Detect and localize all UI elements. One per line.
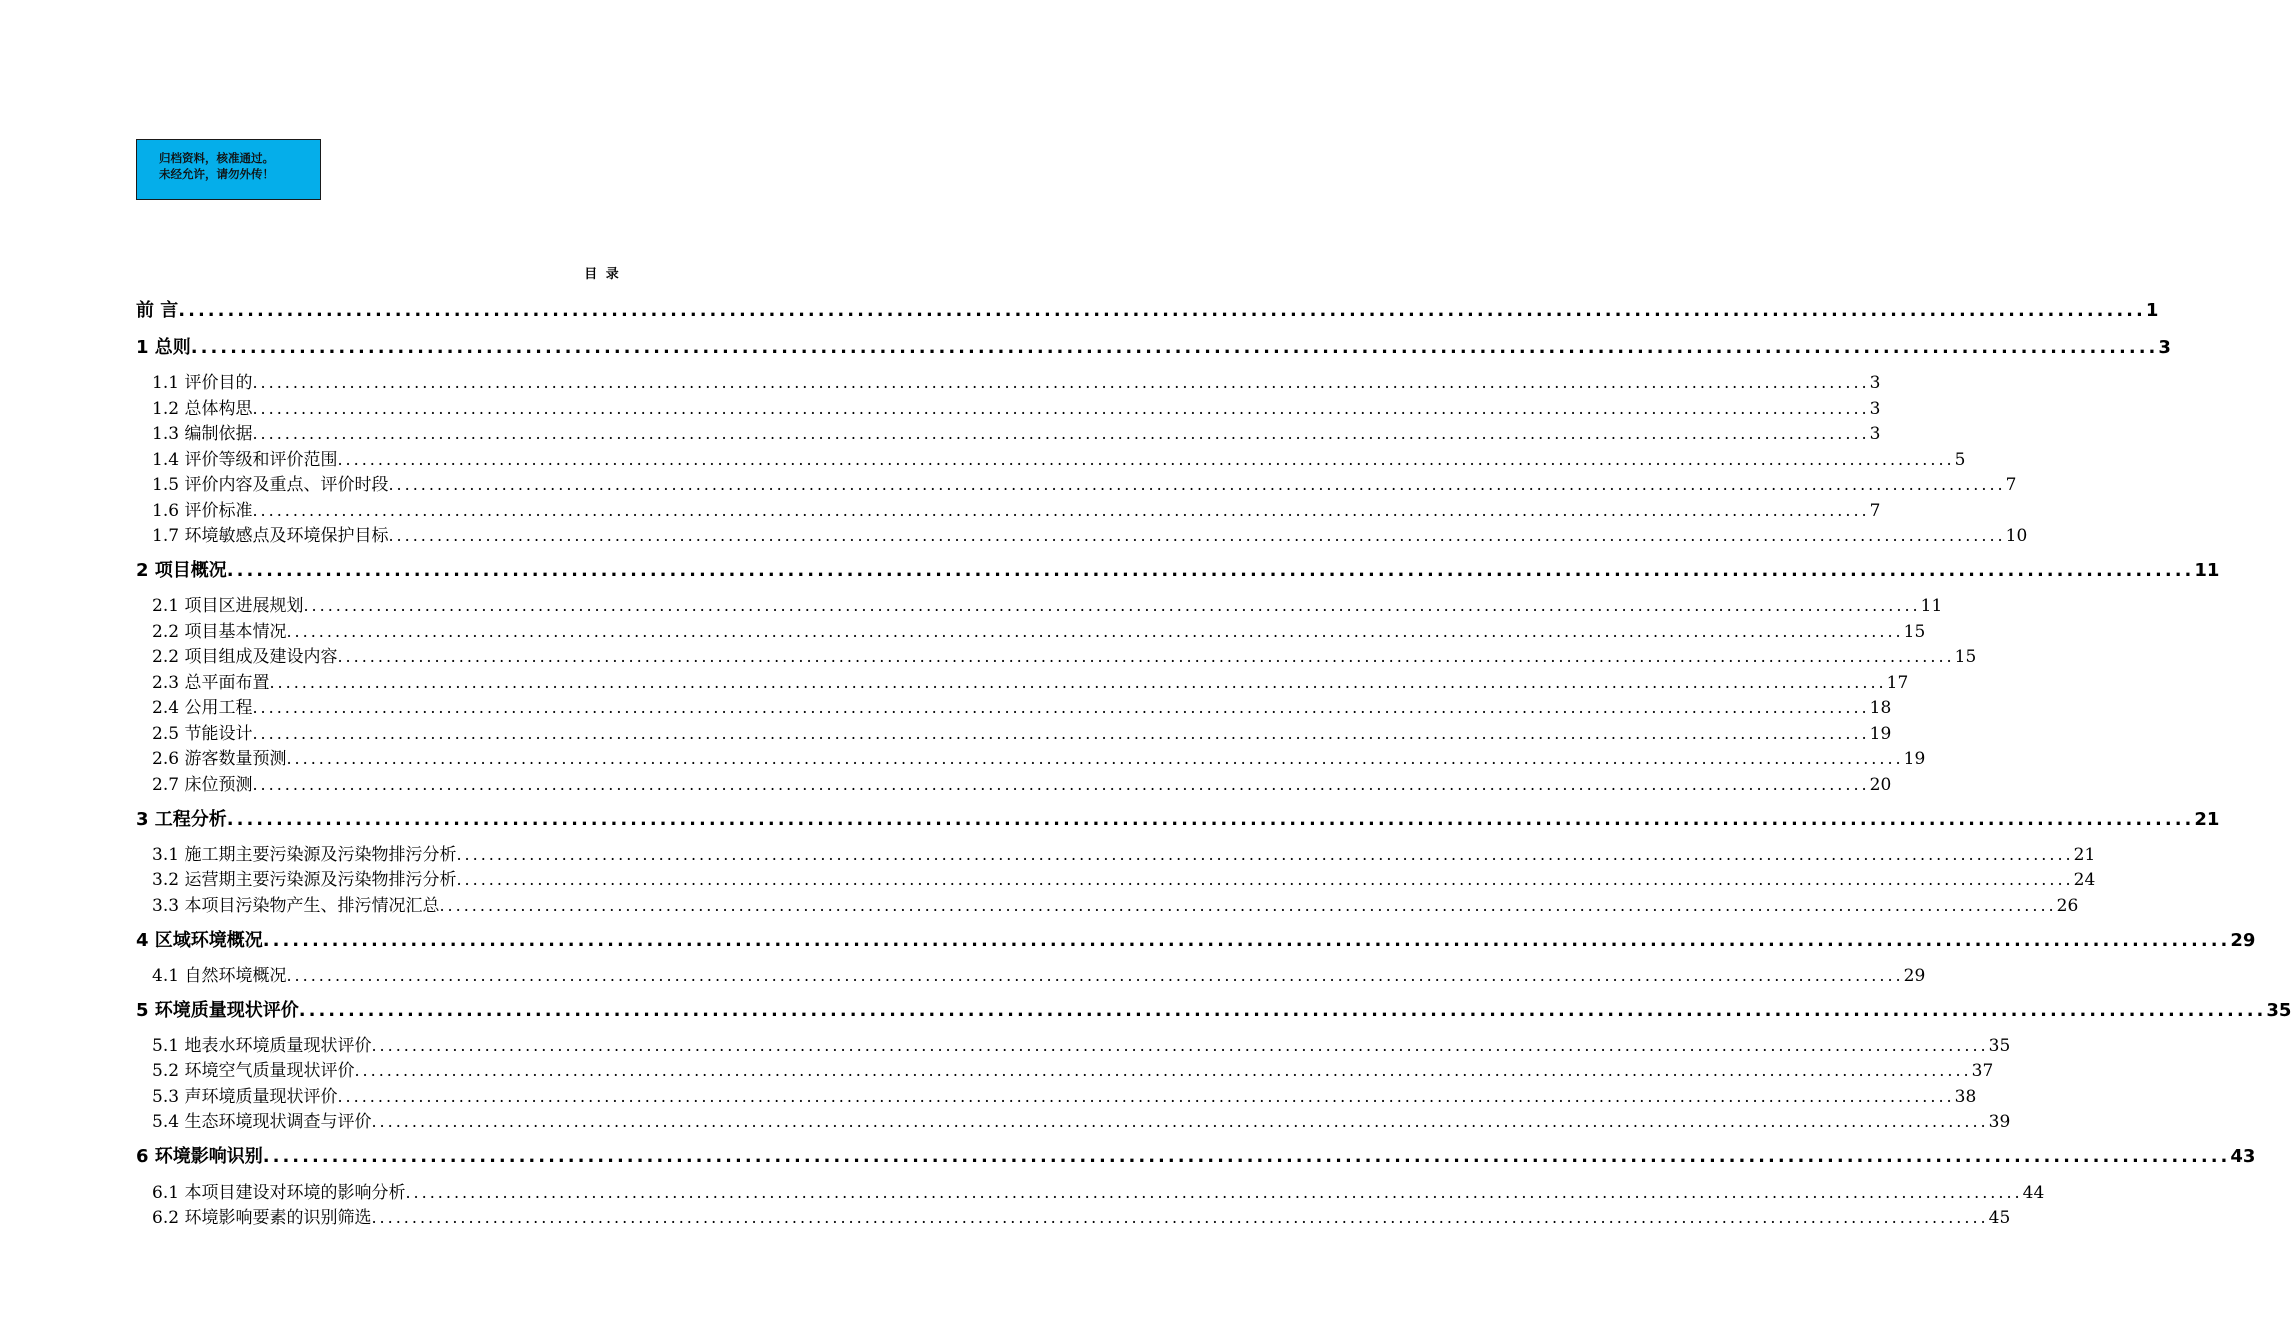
- toc-entry-label: 2.1 项目区进展规划: [152, 596, 304, 616]
- toc-dot-leader: ........................................................................................................................................................................................................: [405, 1183, 2023, 1202]
- toc-dot-leader: ........................................................................................................................................................................................................: [190, 337, 2159, 358]
- toc-entry-label: 1.6 评价标准: [152, 501, 253, 521]
- toc-chapter-entry[interactable]: [136, 805, 2220, 831]
- toc-section-entry[interactable]: [136, 1203, 2011, 1228]
- toc-dot-leader: ........................................................................................................................................................................................................: [262, 930, 2231, 951]
- toc-dot-leader: ........................................................................................................................................................................................................: [252, 399, 1870, 418]
- toc-dot-leader: ........................................................................................................................................................................................................: [337, 1087, 1955, 1106]
- toc-entry-label: 5 环境质量现状评价: [136, 1000, 299, 1021]
- toc-page-number: 43: [2230, 1146, 2256, 1167]
- toc-page-number: 5: [1954, 450, 1966, 470]
- toc-entry-label: 1.2 总体构思: [152, 399, 253, 419]
- toc-dot-leader: ........................................................................................................................................................................................................: [371, 1036, 1989, 1055]
- toc-entry-label: 3.1 施工期主要污染源及污染物排污分析: [152, 845, 457, 865]
- toc-dot-leader: ........................................................................................................................................................................................................: [439, 896, 2057, 915]
- archive-notice-stamp: [136, 139, 321, 200]
- toc-section-entry[interactable]: [136, 840, 2096, 865]
- toc-entry-label: 1.3 编制依据: [152, 424, 253, 444]
- toc-page-number: 44: [2022, 1183, 2045, 1203]
- stamp-line-2: 未经允许，请勿外传！: [159, 167, 274, 181]
- toc-entry-label: 3 工程分析: [136, 809, 227, 830]
- toc-entry-label: 2.4 公用工程: [152, 698, 253, 718]
- toc-section-entry[interactable]: [136, 961, 1926, 986]
- toc-page-number: 21: [2073, 845, 2096, 865]
- toc-entry-label: 1.7 环境敏感点及环境保护目标: [152, 526, 389, 546]
- toc-entry-label: 2.7 床位预测: [152, 775, 253, 795]
- toc-chapter-entry[interactable]: [136, 333, 2171, 359]
- toc-dot-leader: ........................................................................................................................................................................................................: [456, 845, 2074, 864]
- toc-section-entry[interactable]: [136, 1056, 1994, 1081]
- toc-section-entry[interactable]: [136, 496, 1881, 521]
- toc-entry-label: 2.6 游客数量预测: [152, 749, 287, 769]
- toc-entry-label: 2.3 总平面布置: [152, 673, 270, 693]
- toc-dot-leader: ........................................................................................................................................................................................................: [252, 698, 1870, 717]
- toc-page-number: 11: [2194, 560, 2220, 581]
- toc-entry-label: 2.2 项目组成及建设内容: [152, 647, 338, 667]
- toc-section-entry[interactable]: [136, 591, 1943, 616]
- toc-section-entry[interactable]: [136, 521, 2028, 546]
- toc-page-number: 7: [1869, 501, 1881, 521]
- toc-entry-label: 5.4 生态环境现状调查与评价: [152, 1112, 372, 1132]
- toc-title: 目 录: [584, 267, 621, 282]
- toc-page-number: 3: [2158, 337, 2171, 358]
- toc-page-number: 26: [2056, 896, 2079, 916]
- toc-page-number: 7: [2005, 475, 2017, 495]
- toc-dot-leader: ........................................................................................................................................................................................................: [388, 475, 2006, 494]
- toc-section-entry[interactable]: [136, 865, 2096, 890]
- toc-dot-leader: ........................................................................................................................................................................................................: [252, 373, 1870, 392]
- toc-page-number: 37: [1971, 1061, 1994, 1081]
- toc-dot-leader: ........................................................................................................................................................................................................: [371, 1112, 1989, 1131]
- toc-page-number: 3: [1869, 399, 1881, 419]
- toc-page-number: 39: [1988, 1112, 2011, 1132]
- toc-chapter-entry[interactable]: [136, 296, 2159, 322]
- toc-page-number: 17: [1886, 673, 1909, 693]
- toc-section-entry[interactable]: [136, 668, 1909, 693]
- toc-section-entry[interactable]: [136, 642, 1977, 667]
- toc-dot-leader: ........................................................................................................................................................................................................: [226, 809, 2195, 830]
- toc-entry-label: 6.2 环境影响要素的识别筛选: [152, 1208, 372, 1228]
- toc-dot-leader: ........................................................................................................................................................................................................: [262, 1146, 2231, 1167]
- toc-chapter-entry[interactable]: [136, 556, 2220, 582]
- toc-section-entry[interactable]: [136, 1082, 1977, 1107]
- toc-dot-leader: ........................................................................................................................................................................................................: [252, 501, 1870, 520]
- toc-section-entry[interactable]: [136, 693, 1892, 718]
- toc-entry-label: 4 区域环境概况: [136, 930, 263, 951]
- toc-entry-label: 2 项目概况: [136, 560, 227, 581]
- toc-page-number: 15: [1954, 647, 1977, 667]
- toc-entry-label: 前 言: [136, 300, 179, 321]
- toc-entry-label: 5.1 地表水环境质量现状评价: [152, 1036, 372, 1056]
- toc-section-entry[interactable]: [136, 368, 1881, 393]
- toc-dot-leader: ........................................................................................................................................................................................................: [286, 966, 1904, 985]
- toc-dot-leader: ........................................................................................................................................................................................................: [298, 1000, 2267, 1021]
- toc-page-number: 19: [1903, 749, 1926, 769]
- toc-entry-label: 1 总则: [136, 337, 191, 358]
- toc-section-entry[interactable]: [136, 744, 1926, 769]
- toc-page-number: 11: [1920, 596, 1943, 616]
- toc-page-number: 35: [2266, 1000, 2291, 1021]
- toc-page-number: 24: [2073, 870, 2096, 890]
- toc-page-number: 38: [1954, 1087, 1977, 1107]
- toc-dot-leader: ........................................................................................................................................................................................................: [252, 424, 1870, 443]
- toc-section-entry[interactable]: [136, 1178, 2045, 1203]
- toc-dot-leader: ........................................................................................................................................................................................................: [269, 673, 1887, 692]
- toc-dot-leader: ........................................................................................................................................................................................................: [286, 749, 1904, 768]
- toc-entry-label: 4.1 自然环境概况: [152, 966, 287, 986]
- toc-section-entry[interactable]: [136, 1107, 2011, 1132]
- toc-dot-leader: ........................................................................................................................................................................................................: [286, 622, 1904, 641]
- toc-page-number: 45: [1988, 1208, 2011, 1228]
- toc-page-number: 1: [2145, 300, 2159, 321]
- toc-page-number: 20: [1869, 775, 1892, 795]
- toc-dot-leader: ........................................................................................................................................................................................................: [226, 560, 2195, 581]
- toc-chapter-entry[interactable]: [136, 926, 2256, 952]
- toc-dot-leader: ........................................................................................................................................................................................................: [456, 870, 2074, 889]
- stamp-line-1: 归档资料，核准通过。: [159, 151, 274, 165]
- toc-entry-label: 1.4 评价等级和评价范围: [152, 450, 338, 470]
- toc-page-number: 10: [2005, 526, 2028, 546]
- toc-entry-label: 1.5 评价内容及重点、评价时段: [152, 475, 389, 495]
- toc-section-entry[interactable]: [136, 1031, 2011, 1056]
- toc-dot-leader: ........................................................................................................................................................................................................: [178, 300, 2146, 321]
- toc-entry-label: 5.2 环境空气质量现状评价: [152, 1061, 355, 1081]
- toc-dot-leader: ........................................................................................................................................................................................................: [354, 1061, 1972, 1080]
- toc-chapter-entry[interactable]: [136, 1142, 2256, 1168]
- toc-section-entry[interactable]: [136, 470, 2017, 495]
- toc-page-number: 29: [2230, 930, 2256, 951]
- toc-dot-leader: ........................................................................................................................................................................................................: [252, 724, 1870, 743]
- toc-section-entry[interactable]: [136, 719, 1892, 744]
- toc-section-entry[interactable]: [136, 617, 1926, 642]
- toc-page-number: 21: [2194, 809, 2220, 830]
- toc-section-entry[interactable]: [136, 394, 1881, 419]
- toc-section-entry[interactable]: [136, 419, 1881, 444]
- toc-page-number: 3: [1869, 373, 1881, 393]
- toc-section-entry[interactable]: [136, 770, 1892, 795]
- toc-page-number: 19: [1869, 724, 1892, 744]
- toc-page-number: 15: [1903, 622, 1926, 642]
- toc-section-entry[interactable]: [136, 445, 1966, 470]
- toc-page-number: 3: [1869, 424, 1881, 444]
- toc-dot-leader: ........................................................................................................................................................................................................: [337, 450, 1955, 469]
- toc-dot-leader: ........................................................................................................................................................................................................: [252, 775, 1870, 794]
- toc-entry-label: 3.2 运营期主要污染源及污染物排污分析: [152, 870, 457, 890]
- toc-entry-label: 5.3 声环境质量现状评价: [152, 1087, 338, 1107]
- toc-chapter-entry[interactable]: [136, 996, 2291, 1022]
- toc-entry-label: 6 环境影响识别: [136, 1146, 263, 1167]
- toc-entry-label: 1.1 评价目的: [152, 373, 253, 393]
- toc-dot-leader: ........................................................................................................................................................................................................: [388, 526, 2006, 545]
- toc-entry-label: 2.2 项目基本情况: [152, 622, 287, 642]
- toc-dot-leader: ........................................................................................................................................................................................................: [371, 1208, 1989, 1227]
- toc-page-number: 29: [1903, 966, 1926, 986]
- toc-page-number: 35: [1988, 1036, 2011, 1056]
- toc-dot-leader: ........................................................................................................................................................................................................: [303, 596, 1921, 615]
- toc-page-number: 18: [1869, 698, 1892, 718]
- toc-dot-leader: ........................................................................................................................................................................................................: [337, 647, 1955, 666]
- toc-section-entry[interactable]: [136, 891, 2079, 916]
- toc-entry-label: 6.1 本项目建设对环境的影响分析: [152, 1183, 406, 1203]
- toc-entry-label: 2.5 节能设计: [152, 724, 253, 744]
- toc-entry-label: 3.3 本项目污染物产生、排污情况汇总: [152, 896, 440, 916]
